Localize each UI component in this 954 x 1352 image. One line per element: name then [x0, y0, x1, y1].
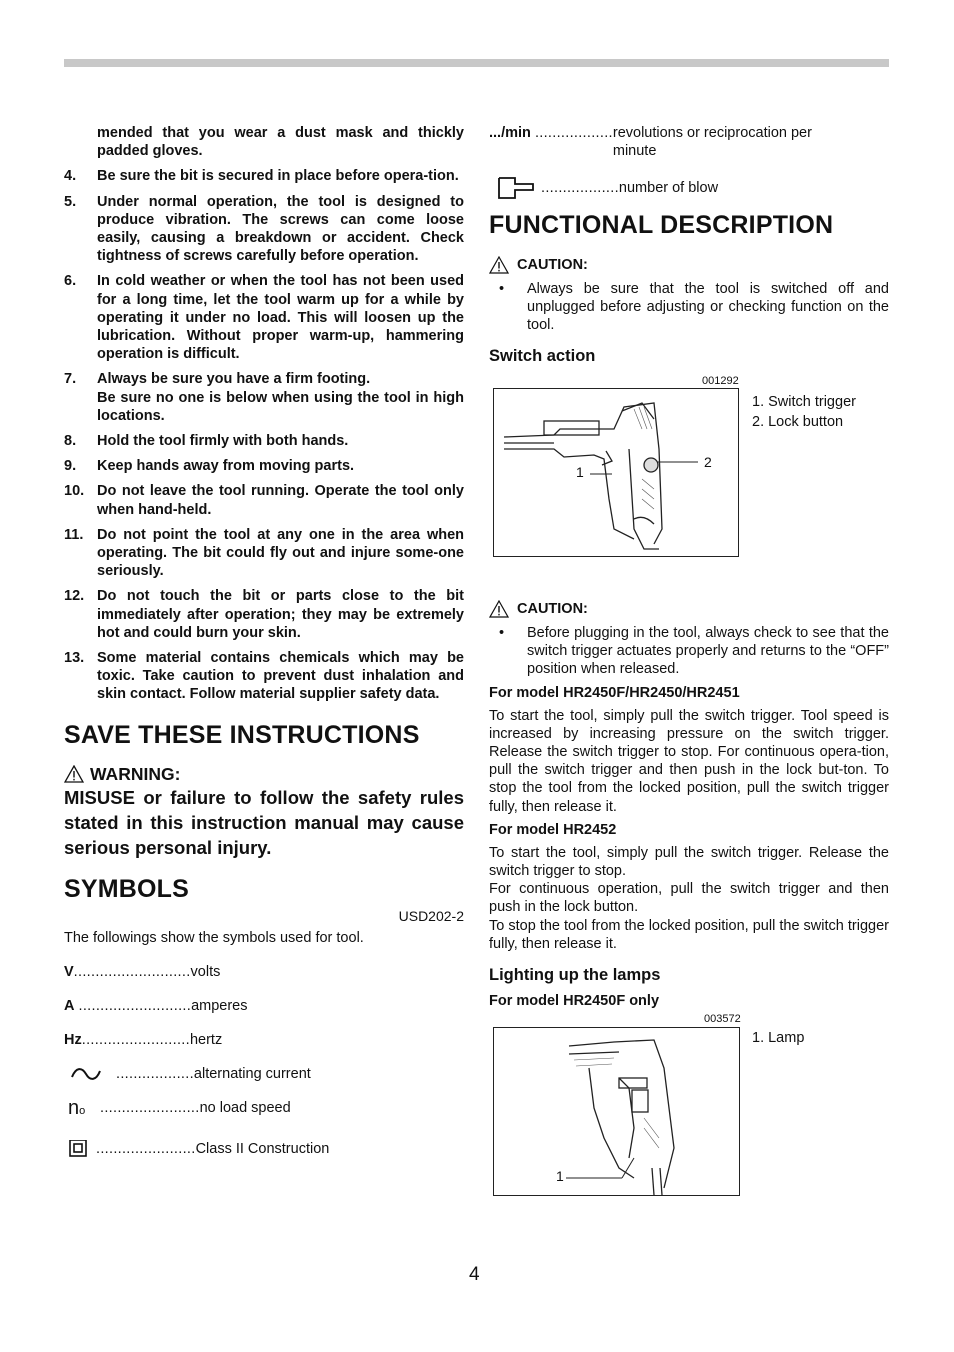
figure-1-legend: 1. Switch trigger 2. Lock button	[752, 394, 856, 430]
model-2-text-1: To start the tool, simply pull the switch trigger. Release the switch trigger to stop.	[489, 844, 889, 880]
save-instructions-heading: SAVE THESE INSTRUCTIONS	[64, 720, 420, 749]
drill-switch-illustration	[494, 389, 738, 556]
right-column-lower	[489, 600, 889, 1009]
figure-1-callout-2: 2	[704, 454, 712, 470]
symbol-per-minute: .../min .................. revolutions or reciprocation per minute	[489, 125, 812, 159]
symbol-volts: V ........................... volts	[64, 963, 221, 980]
symbol-blow: .................. number of blow	[489, 176, 889, 200]
page-number: 4	[469, 1264, 480, 1285]
list-item: 4. Be sure the bit is secured in place before opera-tion.	[64, 168, 459, 185]
warning-label: WARNING:	[90, 763, 181, 784]
warning-block	[64, 764, 464, 860]
header-rule	[64, 59, 889, 67]
list-item: 7. Always be sure you have a firm footing. Be sure no one is below when using the tool in high locations.	[64, 371, 464, 424]
symbol-hertz: Hz ......................... hertz	[64, 1031, 223, 1048]
caution-triangle-icon	[489, 600, 509, 618]
symbol-no-load-speed: no ....................... no load speed	[64, 1099, 464, 1120]
no-load-speed-icon: no	[68, 1096, 86, 1119]
model-2-text-3: To stop the tool from the locked position, pull the switch trigger fully, then release it.	[489, 917, 889, 952]
model-2-text-2: For continuous operation, pull the switch trigger and then push in the lock button.	[489, 881, 889, 916]
figure-2-legend: 1. Lamp	[752, 1030, 805, 1046]
figure-2-callout-1: 1	[556, 1168, 564, 1184]
figure-2-code: 003572	[704, 1013, 741, 1025]
figure-1-switch-action	[493, 388, 739, 557]
hammer-blow-icon	[489, 176, 541, 200]
figure-2-lamp	[493, 1027, 740, 1196]
list-item: 9. Keep hands away from moving parts.	[64, 458, 355, 475]
symbols-intro: The followings show the symbols used for tool.	[64, 929, 364, 946]
list-item: 10. Do not leave the tool running. Operate the tool only when hand-held.	[64, 483, 464, 518]
list-item-continued: mended that you wear a dust mask and thickly padded gloves.	[97, 125, 464, 160]
left-column	[64, 124, 464, 1158]
right-column	[489, 124, 889, 366]
class-ii-construction-icon	[64, 1140, 96, 1158]
functional-description-heading: FUNCTIONAL DESCRIPTION	[489, 211, 834, 239]
switch-action-heading: Switch action	[489, 346, 596, 365]
symbol-alternating-current: .................. alternating current	[64, 1065, 464, 1083]
figure-1-callout-1: 1	[576, 464, 584, 480]
figure-1-code: 001292	[702, 375, 739, 387]
symbol-class-ii: ....................... Class II Construction	[64, 1140, 464, 1158]
lamps-model-heading: For model HR2450F only	[489, 993, 660, 1010]
list-item: 5. Under normal operation, the tool is designed to produce vibration. The screws can come loose easily, causing a breakdown or accident. Check tightness of screws carefully before operation.	[64, 193, 464, 265]
model-1-heading: For model HR2450F/HR2450/HR2451	[489, 684, 740, 701]
symbol-amperes: A .......................... amperes	[64, 997, 248, 1014]
warning-text: MISUSE or failure to follow the safety rules stated in this instruction manual may cause serious personal injury.	[64, 786, 464, 858]
list-item: 12. Do not touch the bit or parts close to the bit immediately after operation; they may be extremely hot and could burn your skin.	[64, 588, 464, 641]
model-1-text: To start the tool, simply pull the switch trigger. Tool speed is increased by increasing pressure on the switch trigger. Release the switch trigger to stop. For continuous opera-tion, pull the switch trigger and then push in the lock but-ton. To stop the tool from the locked position, pull the switch trigger fully, then release it.	[489, 707, 889, 815]
lighting-lamps-heading: Lighting up the lamps	[489, 966, 661, 985]
list-item: 11. Do not point the tool at any one in the area when operating. The bit could fly out and injure some-one seriously.	[64, 526, 464, 580]
caution-2-text: • Before plugging in the tool, always check to see that the switch trigger actuates properly and returns to the “OFF” position when released.	[499, 625, 889, 678]
symbols-heading: SYMBOLS	[64, 874, 190, 903]
list-item: 6. In cold weather or when the tool has not been used for a long time, let the tool warm up for a while by operating it under no load. This will loosen up the lubrication. Without proper warm-up, hammering operation is difficult.	[64, 273, 464, 363]
drill-lamp-illustration	[494, 1028, 739, 1195]
caution-label-1: CAUTION:	[489, 256, 889, 274]
list-item: 8. Hold the tool firmly with both hands.	[64, 433, 349, 450]
alternating-current-icon	[64, 1065, 116, 1083]
caution-label-2: CAUTION:	[489, 600, 889, 618]
list-item: 13. Some material contains chemicals which may be toxic. Take caution to prevent dust inhalation and skin contact. Follow material supplier safety data.	[64, 650, 464, 703]
warning-triangle-icon	[64, 765, 84, 783]
model-2-heading: For model HR2452	[489, 821, 617, 838]
caution-1-text: • Always be sure that the tool is switched off and unplugged before adjusting or checking function on the tool.	[499, 281, 889, 334]
symbols-code: USD202-2	[398, 907, 464, 924]
caution-triangle-icon	[489, 256, 509, 274]
